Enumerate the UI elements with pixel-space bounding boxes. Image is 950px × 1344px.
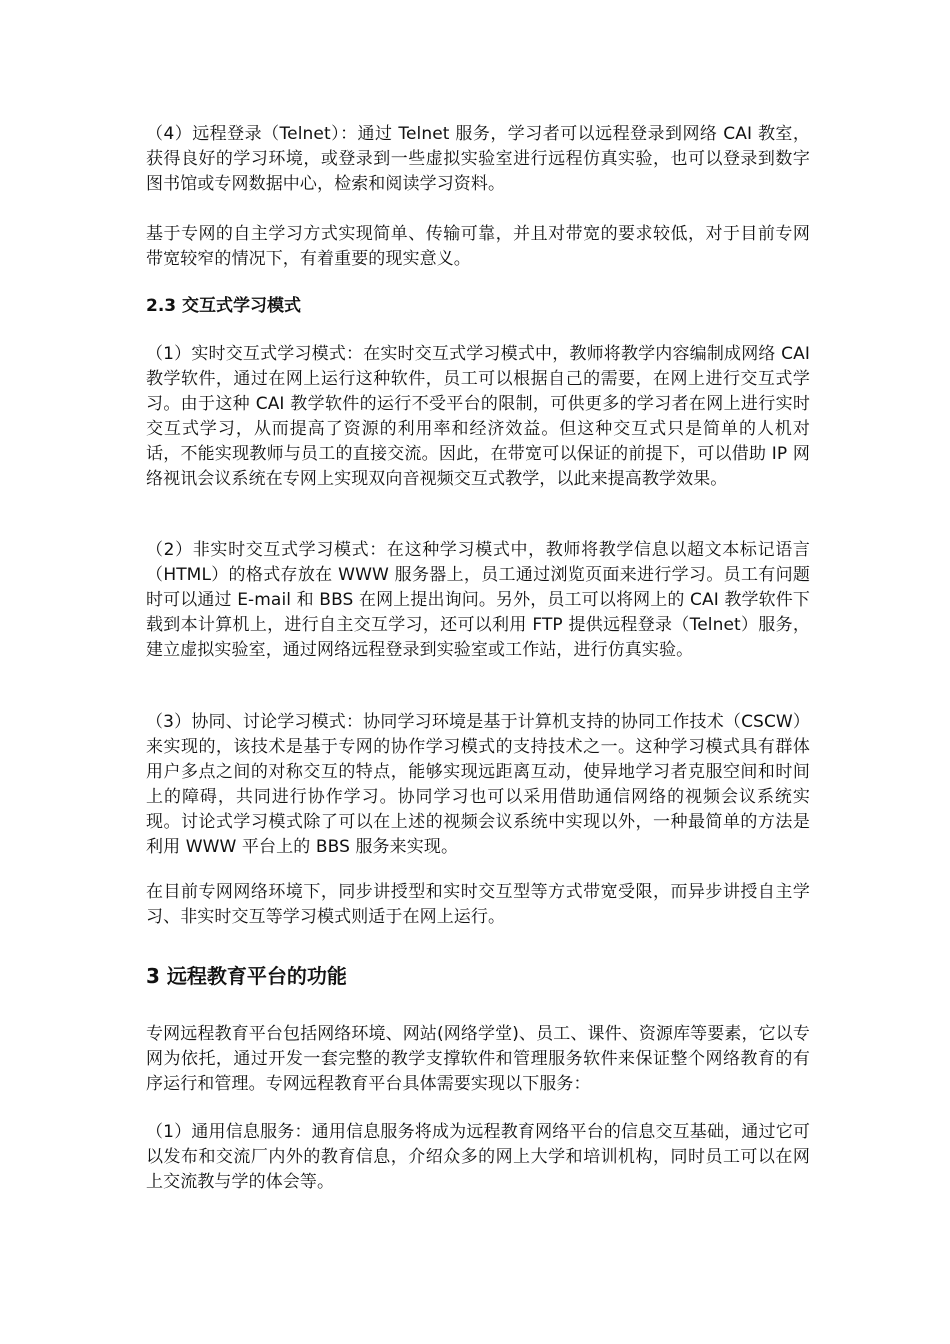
paragraph-realtime-interactive: （1）实时交互式学习模式：在实时交互式学习模式中，教师将教学内容编制成网络 CAI 教学软件，通过在网上运行这种软件，员工可以根据自己的需要，在网上进行交互式学习。由于这种 CAI 教学软件的运行不受平台的限制，可供更多的学习者在网上进行实时交互式学习，从而提高了资源的利用率和经济效益。但这种交互式只是简单的人机对话，不能实现教师与员工的直接交流。因此，在带宽可以保证的前提下，可以借助 IP 网络视讯会议系统在专网上实现双向音视频交互式教学，以此来提高教学效果。 xyxy=(146,344,810,489)
heading-3: 3 远程教育平台的功能 xyxy=(146,964,347,988)
paragraph-collaborative-learning: （3）协同、讨论学习模式：协同学习环境是基于计算机支持的协同工作技术（CSCW）来实现的，该技术是基于专网的协作学习模式的支持技术之一。这种学习模式具有群体用户多点之间的对称交互的特点，能够实现远距离互动，使异地学习者克服空间和时间上的障碍，共同进行协作学习。协同学习也可以采用借助通信网络的视频会议系统实现。讨论式学习模式除了可以在上述的视频会议系统中实现以外，一种最简单的方法是利用 WWW 平台上的 BBS 服务来实现。 xyxy=(146,712,810,857)
paragraph-bandwidth-summary: 基于专网的自主学习方式实现简单、传输可靠，并且对带宽的要求较低，对于目前专网带宽较窄的情况下，有着重要的现实意义。 xyxy=(146,224,810,269)
paragraph-network-environment: 在目前专网网络环境下，同步讲授型和实时交互型等方式带宽受限，而异步讲授自主学习、非实时交互等学习模式则适于在网上运行。 xyxy=(146,882,810,927)
paragraph-platform-overview: 专网远程教育平台包括网络环境、网站(网络学堂)、员工、课件、资源库等要素，它以专网为依托，通过开发一套完整的教学支撑软件和管理服务软件来保证整个网络教育的有序运行和管理。专网远程教育平台具体需要实现以下服务： xyxy=(146,1024,810,1094)
heading-2-3: 2.3 交互式学习模式 xyxy=(146,296,302,316)
paragraph-general-info-service: （1）通用信息服务：通用信息服务将成为远程教育网络平台的信息交互基础，通过它可以发布和交流厂内外的教育信息，介绍众多的网上大学和培训机构，同时员工可以在网上交流教与学的体会等。 xyxy=(146,1122,810,1192)
paragraph-telnet: （4）远程登录（Telnet）：通过 Telnet 服务，学习者可以远程登录到网络 CAI 教室，获得良好的学习环境，或登录到一些虚拟实验室进行远程仿真实验，也可以登录到数字图书馆或专网数据中心，检索和阅读学习资料。 xyxy=(146,124,810,194)
paragraph-non-realtime-interactive: （2）非实时交互式学习模式：在这种学习模式中，教师将教学信息以超文本标记语言（HTML）的格式存放在 WWW 服务器上，员工通过浏览页面来进行学习。员工有问题时可以通过 E-mail 和 BBS 在网上提出询问。另外，员工可以将网上的 CAI 教学软件下载到本计算机上，进行自主交互学习，还可以利用 FTP 提供远程登录（Telnet）服务，建立虚拟实验室，通过网络远程登录到实验室或工作站，进行仿真实验。 xyxy=(146,540,810,660)
